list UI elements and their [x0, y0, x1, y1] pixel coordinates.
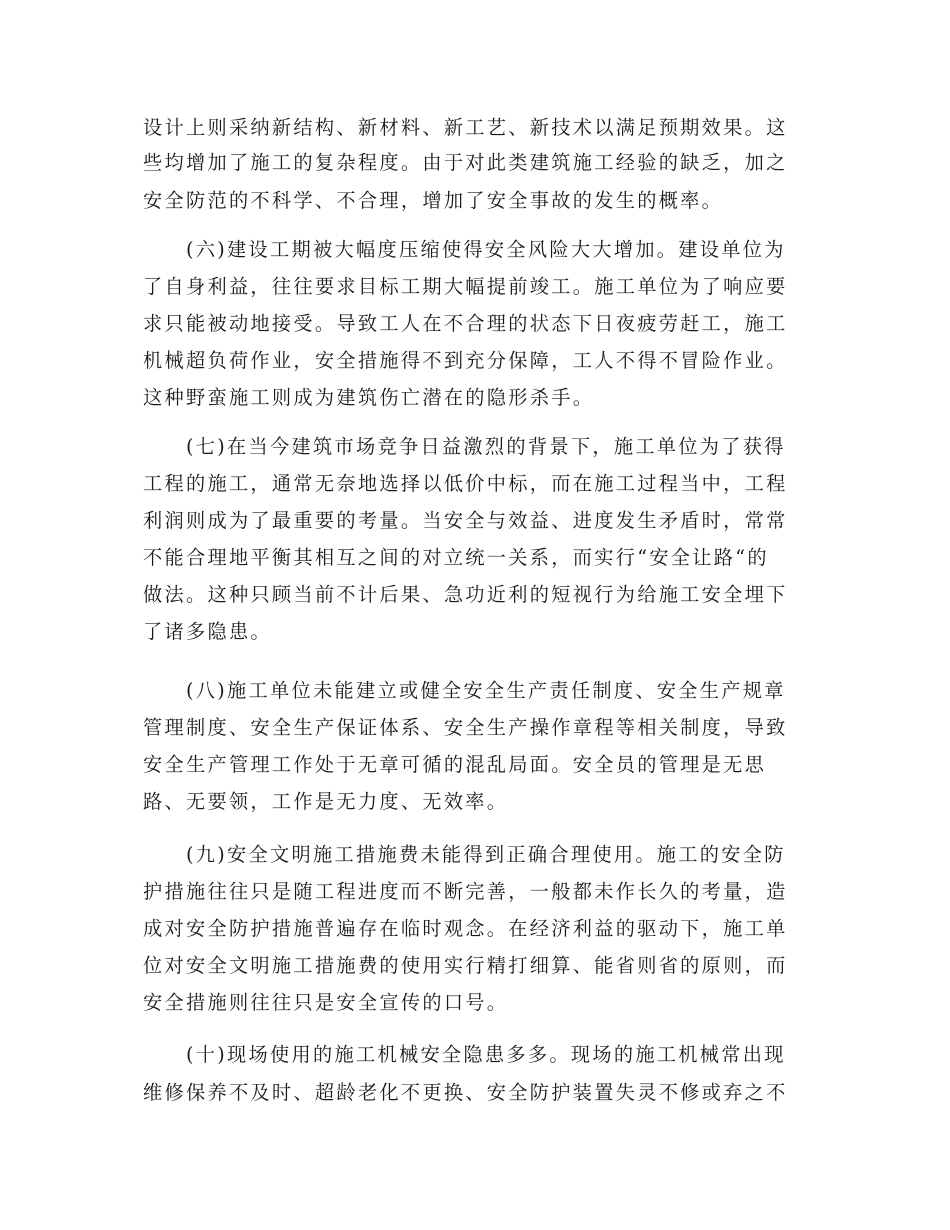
text-line: 机械超负荷作业，安全措施得不到充分保障，工人不得不冒险作业。 [143, 349, 788, 372]
text-line: 维修保养不及时、超龄老化不更换、安全防护装置失灵不修或弃之不 [143, 1081, 788, 1104]
text-line: 利润则成为了最重要的考量。当安全与效益、进度发生矛盾时，常常 [143, 509, 788, 532]
text-line: 了诸多隐患。 [143, 620, 272, 643]
text-line: (九)安全文明施工措施费未能得到正确合理使用。施工的安全防 [186, 843, 786, 866]
text-line: 安全生产管理工作处于无章可循的混乱局面。安全员的管理是无思 [143, 753, 767, 776]
text-line: (十)现场使用的施工机械安全隐患多多。现场的施工机械常出现 [186, 1043, 786, 1066]
text-line: 些均增加了施工的复杂程度。由于对此类建筑施工经验的缺乏，加之 [143, 151, 788, 174]
text-line: (七)在当今建筑市场竞争日益激烈的背景下，施工单位为了获得 [186, 435, 786, 458]
text-line: 做法。这种只顾当前不计后果、急功近利的短视行为给施工安全埋下 [143, 583, 788, 606]
text-line: 管理制度、安全生产保证体系、安全生产操作章程等相关制度，导致 [143, 716, 788, 739]
text-line: 位对安全文明施工措施费的使用实行精打细算、能省则省的原则，而 [143, 954, 788, 977]
text-line: 工程的施工，通常无奈地选择以低价中标，而在施工过程当中，工程 [143, 472, 788, 495]
text-line: 路、无要领，工作是无力度、无效率。 [143, 790, 509, 813]
text-line: (八)施工单位未能建立或健全安全生产责任制度、安全生产规章 [186, 679, 786, 702]
text-line: 成对安全防护措施普遍存在临时观念。在经济利益的驱动下，施工单 [143, 917, 788, 940]
text-line: 安全防范的不科学、不合理，增加了安全事故的发生的概率。 [143, 189, 724, 212]
text-line: (六)建设工期被大幅度压缩使得安全风险大大增加。建设单位为 [186, 238, 786, 261]
text-line: 护措施往往只是随工程进度而不断完善，一般都未作长久的考量，造 [143, 880, 788, 903]
text-line: 了自身利益，往往要求目标工期大幅提前竣工。施工单位为了响应要 [143, 275, 788, 298]
text-line: 安全措施则往往只是安全宣传的口号。 [143, 991, 509, 1014]
text-line: 求只能被动地接受。导致工人在不合理的状态下日夜疲劳赶工，施工 [143, 312, 788, 335]
text-line: 这种野蛮施工则成为建筑伤亡潜在的隐形杀手。 [143, 386, 595, 409]
text-line: 设计上则采纳新结构、新材料、新工艺、新技术以满足预期效果。这 [143, 116, 788, 139]
text-line: 不能合理地平衡其相互之间的对立统一关系，而实行“安全让路“的 [143, 546, 769, 569]
